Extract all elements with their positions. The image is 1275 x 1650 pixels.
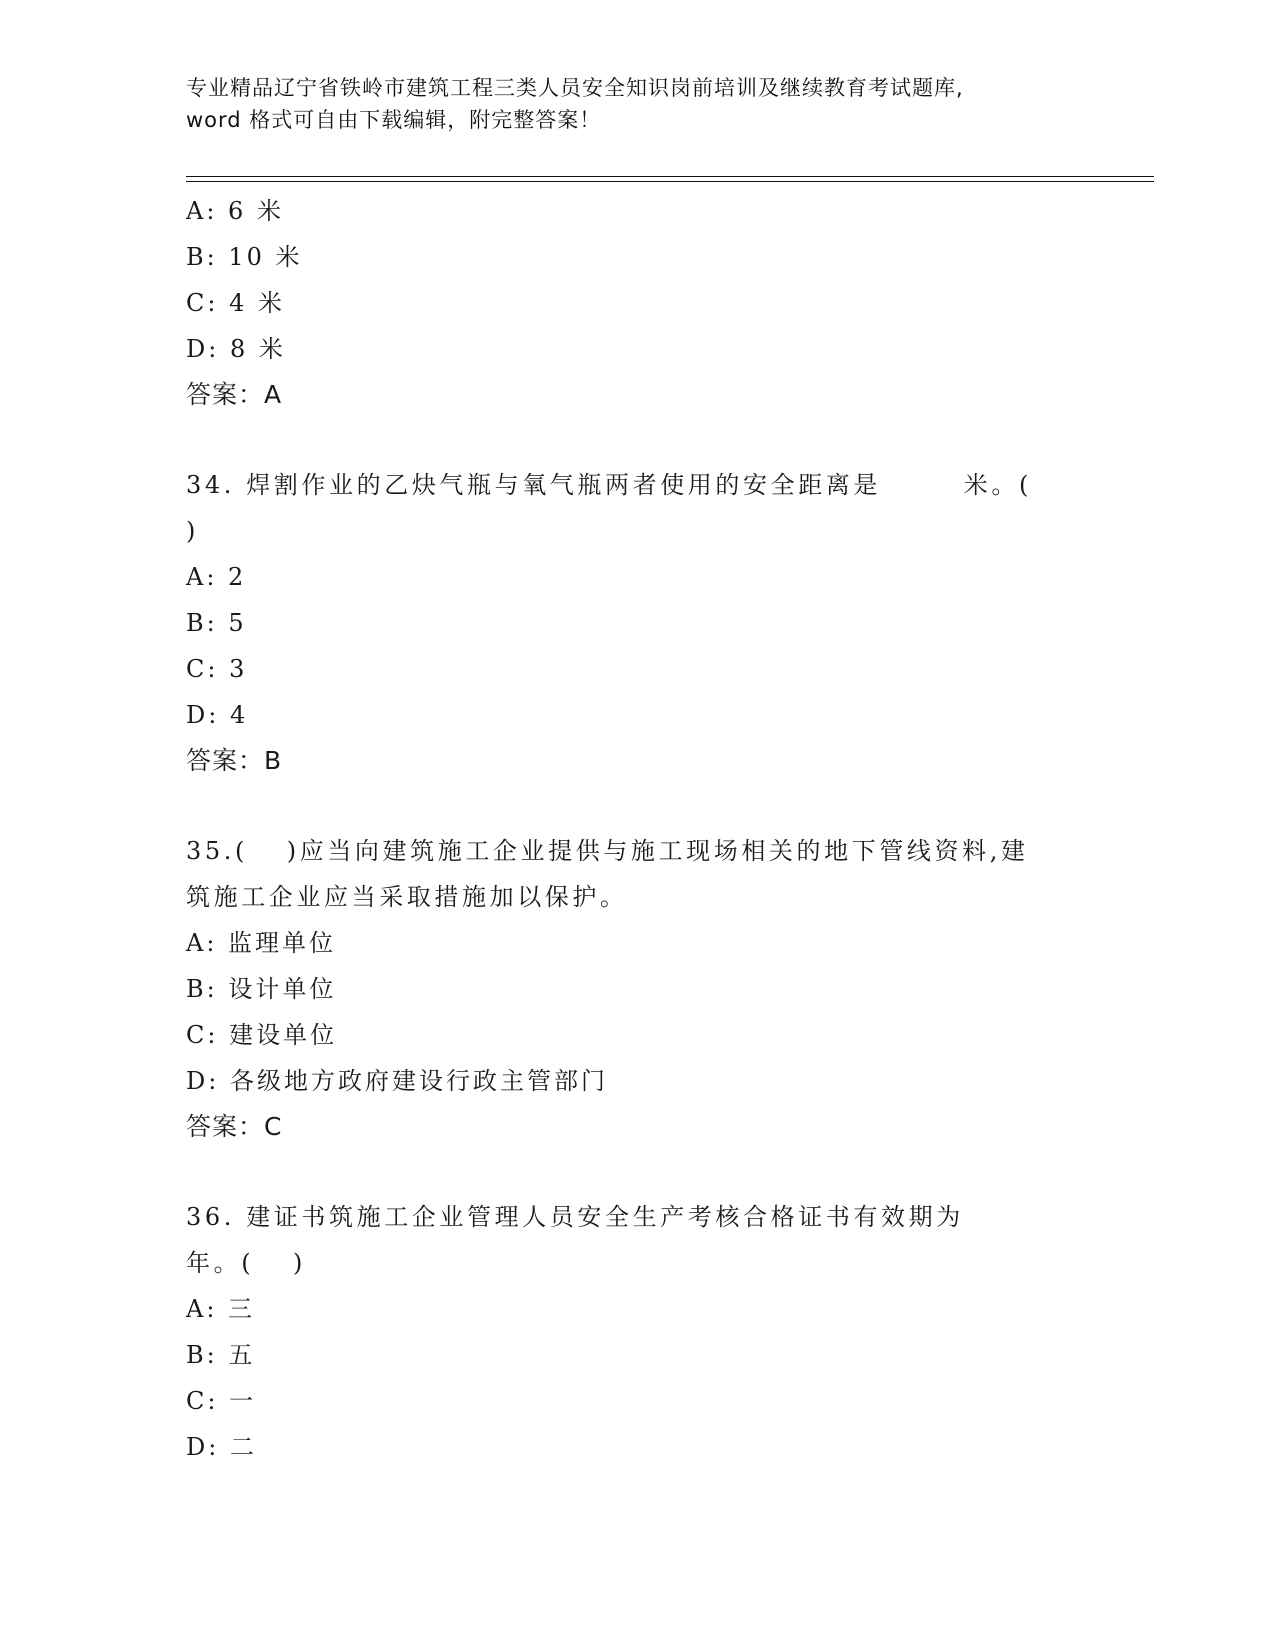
question-35 bbox=[186, 828, 1086, 1150]
header-line-2: word 格式可自由下载编辑，附完整答案！ bbox=[186, 108, 602, 132]
answer: 答案：A bbox=[186, 380, 283, 409]
answer: 答案：C bbox=[186, 1112, 283, 1141]
option-b: B: 五 bbox=[186, 1341, 256, 1369]
question-list bbox=[186, 188, 1086, 1470]
question-text-line: 35.( )应当向建筑施工企业提供与施工现场相关的地下管线资料,建 bbox=[186, 837, 1029, 865]
question-text-line: 34. 焊割作业的乙炔气瓶与氧气瓶两者使用的安全距离是 米。( bbox=[186, 471, 1032, 499]
option-a: A: 三 bbox=[186, 1295, 256, 1323]
header-line-1: 专业精品辽宁省铁岭市建筑工程三类人员安全知识岗前培训及继续教育考试题库, bbox=[186, 76, 964, 100]
option-d: D: 4 bbox=[186, 701, 249, 729]
question-text-line: ) bbox=[186, 517, 199, 545]
question-text-line: 36. 建证书筑施工企业管理人员安全生产考核合格证书有效期为 bbox=[186, 1203, 964, 1231]
question-text bbox=[186, 462, 1086, 554]
question-34 bbox=[186, 462, 1086, 784]
option-d: D: 各级地方政府建设行政主管部门 bbox=[186, 1067, 608, 1095]
option-d: D: 8 米 bbox=[186, 335, 286, 363]
document-header bbox=[186, 72, 1086, 136]
option-c: C: 一 bbox=[186, 1387, 257, 1415]
option-b: B: 设计单位 bbox=[186, 975, 337, 1003]
answer: 答案：B bbox=[186, 746, 283, 775]
option-c: C: 建设单位 bbox=[186, 1021, 338, 1049]
question-text bbox=[186, 828, 1086, 920]
prev-question-options bbox=[186, 188, 1086, 418]
header-divider bbox=[186, 176, 1154, 182]
question-text-line: 筑施工企业应当采取措施加以保护。 bbox=[186, 883, 628, 911]
option-b: B: 5 bbox=[186, 609, 247, 637]
option-c: C: 4 米 bbox=[186, 289, 285, 317]
option-a: A: 监理单位 bbox=[186, 929, 337, 957]
option-a: A: 6 米 bbox=[186, 197, 284, 225]
option-a: A: 2 bbox=[186, 563, 247, 591]
option-b: B: 10 米 bbox=[186, 243, 303, 271]
option-c: C: 3 bbox=[186, 655, 248, 683]
question-text-line: 年。( ) bbox=[186, 1249, 306, 1277]
question-36 bbox=[186, 1194, 1086, 1470]
option-d: D: 二 bbox=[186, 1433, 257, 1461]
question-text bbox=[186, 1194, 1086, 1286]
